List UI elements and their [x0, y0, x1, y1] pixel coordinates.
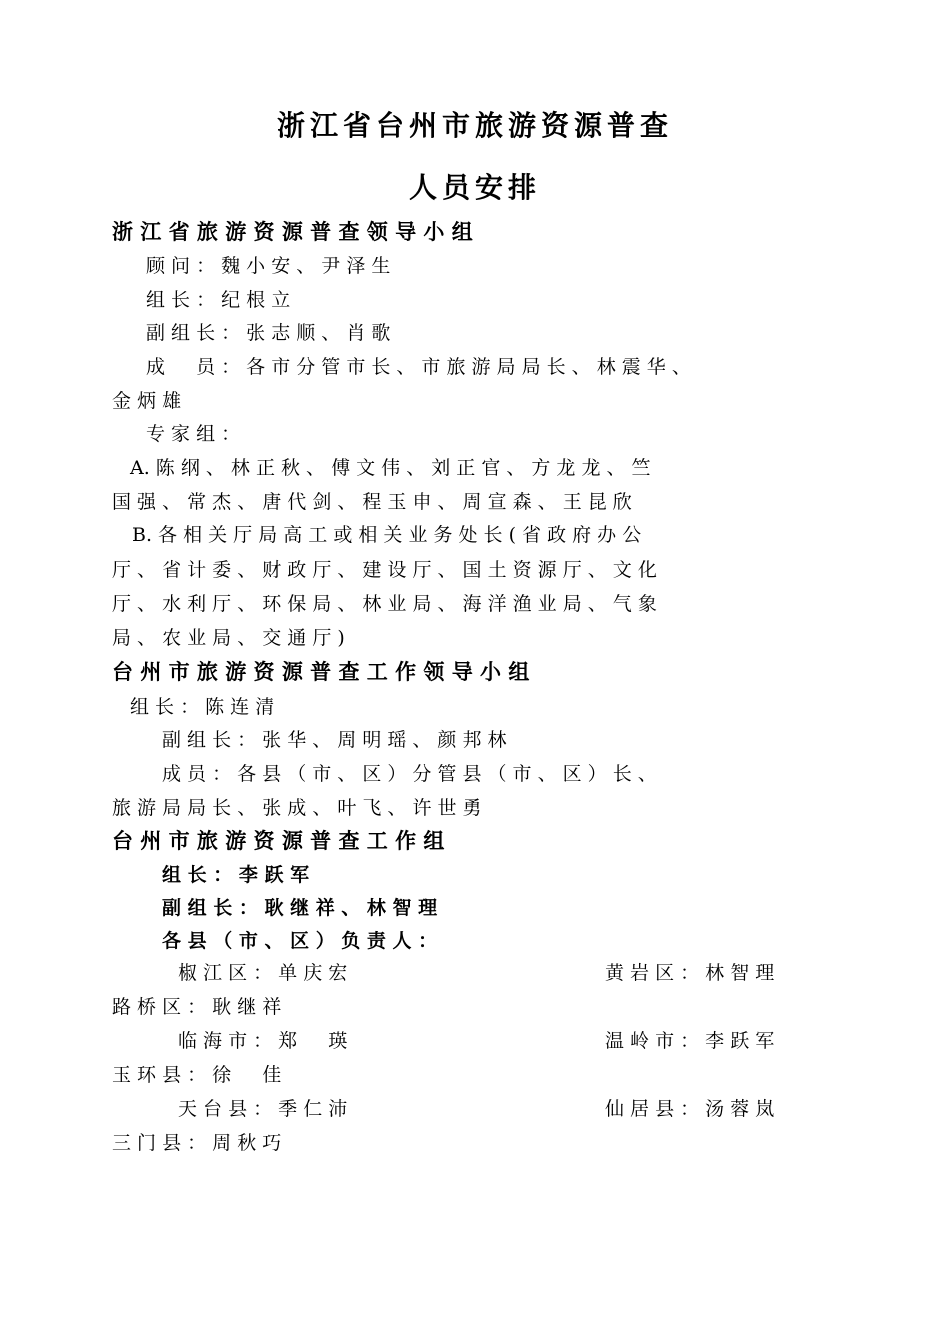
county-head-entry: 黄 岩 区 ： 林 智 理: [605, 962, 775, 984]
provincial-members-cont: 金 炳 雄: [112, 390, 182, 412]
experts-b-line3: 厅 、 水 利 厅 、 环 保 局 、 林 业 局 、 海 洋 渔 业 局 、 气 象: [112, 593, 657, 615]
city-work-group-heading: 台 州 市 旅 游 资 源 普 查 工 作 组: [112, 829, 445, 853]
city-leading-members-cont: 旅 游 局 局 长 、 张 成 、 叶 飞 、 许 世 勇: [112, 797, 482, 819]
city-leading-members: 成 员 ： 各 县 （ 市 、 区 ） 分 管 县 （ 市 、 区 ） 长 、: [162, 763, 657, 785]
provincial-experts-label: 专 家 组 ：: [146, 423, 241, 445]
provincial-leader: 组 长 ： 纪 根 立: [146, 289, 291, 311]
experts-b-line4: 局 、 农 业 局 、 交 通 厅 ): [112, 627, 345, 649]
provincial-deputy: 副 组 长 ： 张 志 顺 、 肖 歌: [146, 322, 391, 344]
city-work-deputy: 副 组 长 ： 耿 继 祥 、 林 智 理: [162, 897, 438, 919]
city-leading-deputy: 副 组 长 ： 张 华 、 周 明 瑶 、 颜 邦 林: [162, 729, 507, 751]
experts-a-line1: A. 陈 纲 、 林 正 秋 、 傅 文 伟 、 刘 正 官 、 方 龙 龙 、 竺: [130, 457, 651, 479]
county-head-entry: 临 海 市 ： 郑 瑛: [178, 1030, 348, 1052]
experts-a-line2: 国 强 、 常 杰 、 唐 代 剑 、 程 玉 申 、 周 宣 森 、 王 昆 欣: [112, 491, 632, 513]
county-head-entry: 路 桥 区 ： 耿 继 祥: [112, 996, 282, 1018]
county-head-entry: 仙 居 县 ： 汤 蓉 岚: [605, 1098, 775, 1120]
document-title: 浙江省台州市旅游资源普查: [276, 109, 673, 142]
document-subtitle: 人员安排: [408, 171, 541, 204]
county-head-entry: 椒 江 区 ： 单 庆 宏: [178, 962, 348, 984]
provincial-adviser: 顾 问 ： 魏 小 安 、 尹 泽 生: [146, 255, 391, 277]
city-leading-leader: 组 长 ： 陈 连 清: [130, 696, 275, 718]
county-heads-label: 各 县 （ 市 、 区 ） 负 责 人 ：: [162, 930, 438, 952]
provincial-members: 成 员 ： 各 市 分 管 市 长 、 市 旅 游 局 局 长 、 林 震 华 、: [146, 356, 691, 378]
experts-b-line1: B. 各 相 关 厅 局 高 工 或 相 关 业 务 处 长 ( 省 政 府 办 公: [132, 524, 642, 546]
county-head-entry: 玉 环 县 ： 徐 佳: [112, 1064, 282, 1086]
provincial-group-heading: 浙 江 省 旅 游 资 源 普 查 领 导 小 组: [112, 220, 473, 244]
county-head-entry: 天 台 县 ： 季 仁 沛: [178, 1098, 348, 1120]
county-head-entry: 温 岭 市 ： 李 跃 军: [605, 1030, 775, 1052]
experts-b-line2: 厅 、 省 计 委 、 财 政 厅 、 建 设 厅 、 国 土 资 源 厅 、 文 化: [112, 559, 657, 581]
city-work-leader: 组 长 ： 李 跃 军: [162, 864, 310, 886]
city-leading-group-heading: 台 州 市 旅 游 资 源 普 查 工 作 领 导 小 组: [112, 660, 530, 684]
county-head-entry: 三 门 县 ： 周 秋 巧: [112, 1132, 282, 1154]
